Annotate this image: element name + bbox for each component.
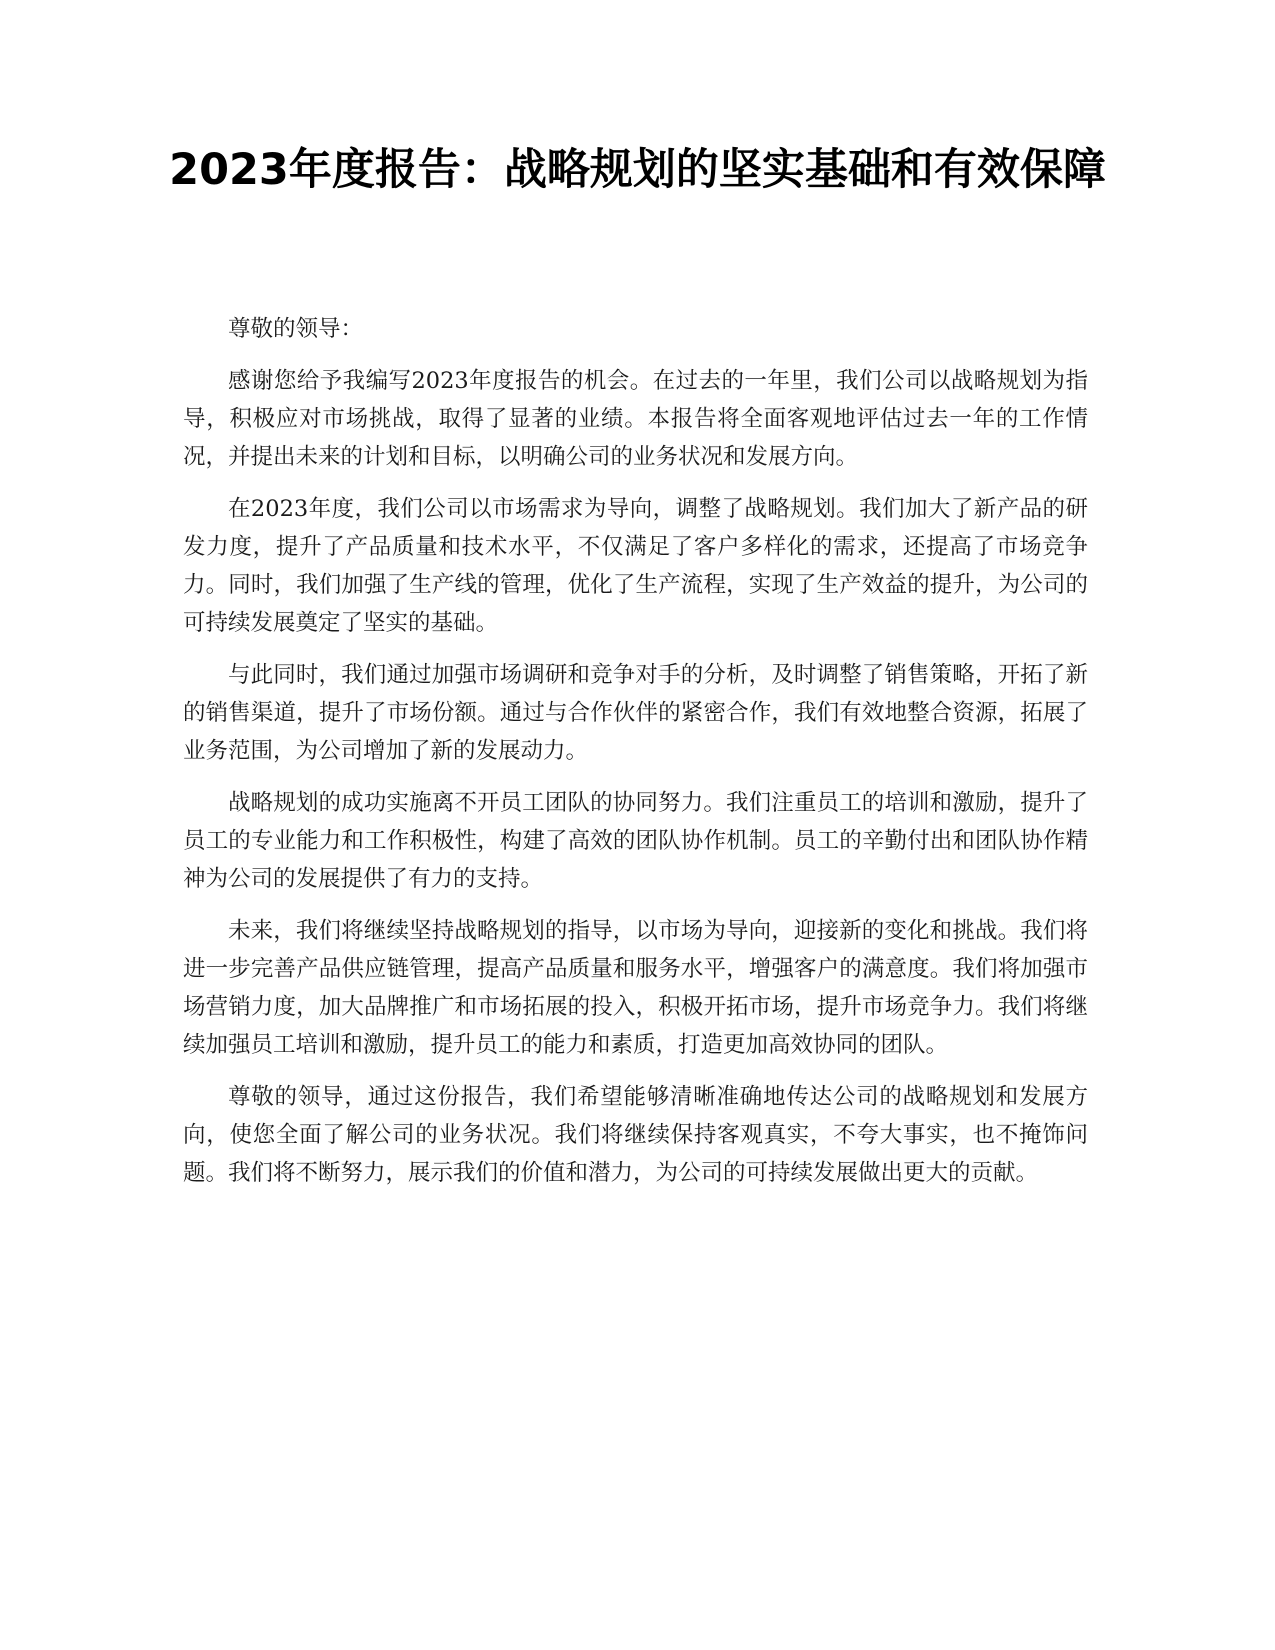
salutation: 尊敬的领导： xyxy=(228,316,364,342)
paragraph-intro: 感谢您给予我编写2023年度报告的机会。在过去的一年里，我们公司以战略规划为指导，积极应对市场挑战，取得了显著的业绩。本报告将全面客观地评估过去一年的工作情况，并提出未来的计划和目标，以明确公司的业务状况和发展方向。 xyxy=(183,368,1088,470)
paragraph-market: 与此同时，我们通过加强市场调研和竞争对手的分析，及时调整了销售策略，开拓了新的销售渠道，提升了市场份额。通过与合作伙伴的紧密合作，我们有效地整合资源，拓展了业务范围，为公司增加了新的发展动力。 xyxy=(183,662,1088,764)
paragraph-future: 未来，我们将继续坚持战略规划的指导，以市场为导向，迎接新的变化和挑战。我们将进一步完善产品供应链管理，提高产品质量和服务水平，增强客户的满意度。我们将加强市场营销力度，加大品牌推广和市场拓展的投入，积极开拓市场，提升市场竞争力。我们将继续加强员工培训和激励，提升员工的能力和素质，打造更加高效协同的团队。 xyxy=(183,918,1088,1058)
paragraph-closing: 尊敬的领导，通过这份报告，我们希望能够清晰准确地传达公司的战略规划和发展方向，使您全面了解公司的业务状况。我们将继续保持客观真实，不夸大事实，也不掩饰问题。我们将不断努力，展示我们的价值和潜力，为公司的可持续发展做出更大的贡献。 xyxy=(183,1084,1088,1186)
document-body xyxy=(183,310,1088,1206)
document-title: 2023年度报告：战略规划的坚实基础和有效保障 xyxy=(169,145,1106,195)
paragraph-team: 战略规划的成功实施离不开员工团队的协同努力。我们注重员工的培训和激励，提升了员工的专业能力和工作积极性，构建了高效的团队协作机制。员工的辛勤付出和团队协作精神为公司的发展提供了有力的支持。 xyxy=(183,790,1088,892)
paragraph-strategy: 在2023年度，我们公司以市场需求为导向，调整了战略规划。我们加大了新产品的研发力度，提升了产品质量和技术水平，不仅满足了客户多样化的需求，还提高了市场竞争力。同时，我们加强了生产线的管理，优化了生产流程，实现了生产效益的提升，为公司的可持续发展奠定了坚实的基础。 xyxy=(183,496,1088,636)
